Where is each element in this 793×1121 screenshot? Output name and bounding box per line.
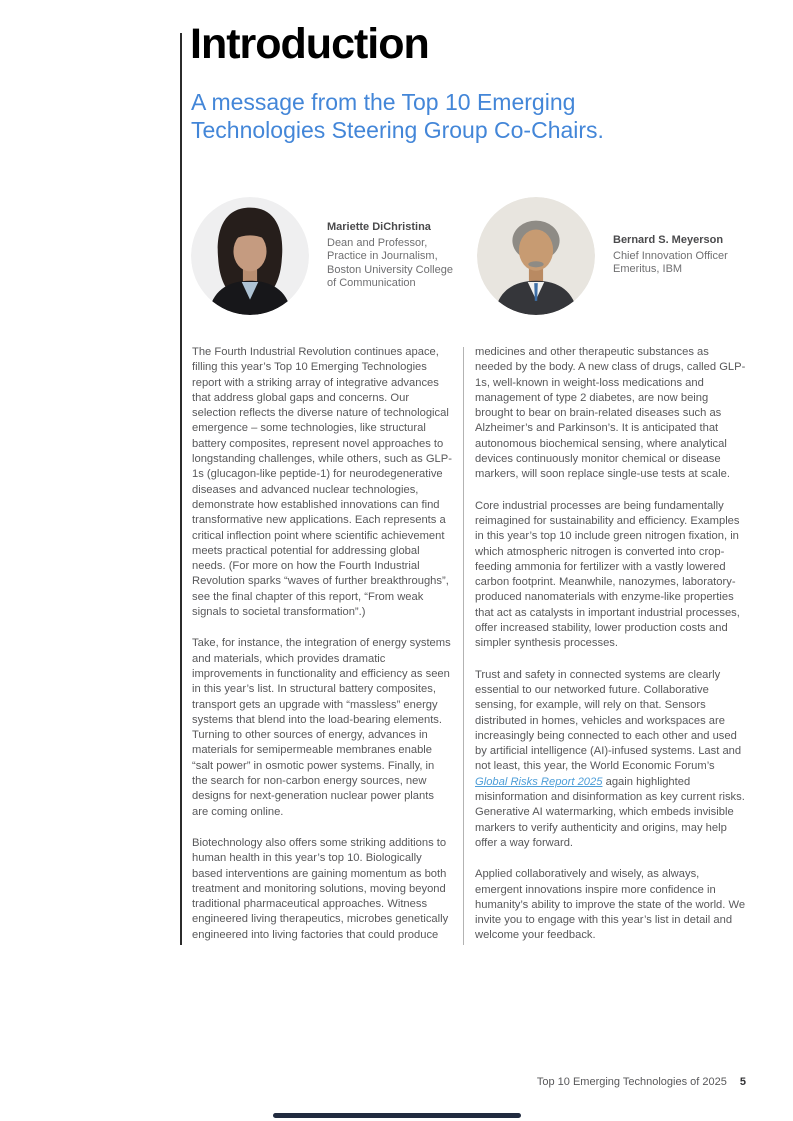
paragraph: Take, for instance, the integration of energy systems and materials, which provides dramatic improvements in functionality and efficiency as seen in this year’s list. In structural battery composites, transport gets an upgrade with “massless” energy systems that blend into the load-bearing elements. Turning to other sources of energy, advances in materials for semipermeable membranes enable “salt power” in osmotic power systems. Finally, in the search for non-carbon energy sources, new designs for next-generation nuclear power plants are coming online. — [192, 637, 451, 818]
left-vertical-rule — [180, 33, 182, 945]
author-role-line: Dean and Professor, — [327, 237, 428, 250]
page-number: 5 — [739, 1076, 746, 1088]
page-title: Introduction — [190, 20, 429, 68]
paragraph-text: Trust and safety in connected systems are clearly essential to our networked future. Collaborative sensing, for example, will rely on that. Sensors distributed in homes, vehicles and workspaces are increasingly being connected to each other and used by artificial intelligence (AI)-infused systems. Last and not least, this year, the World Economic Forum’s — [475, 668, 742, 773]
author-name: Mariette DiChristina — [327, 221, 431, 233]
column-divider-rule — [463, 347, 464, 945]
author-name: Bernard S. Meyerson — [613, 234, 724, 246]
paragraph: The Fourth Industrial Revolution continues apace, filling this year’s Top 10 Emerging Technologies report with a striking array of integrative advances that address global gaps and concerns. Our selection reflects the diverse nature of technological emergence – some technologies, like structural battery composites, represent novel approaches to longstanding challenges, while others, such as GLP-1s (glucagon-like peptide-1) for neurodegenerative diseases and advanced nuclear technologies, demonstrate how established innovations can find transformative new applications. Each represents a critical inflection point where scientific achievement meets practical potential for addressing global needs. (For more on how the Fourth Industrial Revolution sparks “waves of further breakthroughs”, see the final chapter of this report, “From weak signals to societal transformation”.) — [192, 346, 452, 619]
author-role-line: Chief Innovation Officer — [613, 250, 728, 263]
author-photo-bernard — [477, 197, 595, 315]
page-footer — [537, 1076, 746, 1088]
body-column-left — [192, 345, 452, 959]
woman-headshot-icon — [191, 197, 309, 315]
author-bio-mariette — [327, 221, 457, 290]
author-role-line: of Communication — [327, 276, 416, 289]
page-subtitle: A message from the Top 10 Emerging Technologies Steering Group Co-Chairs. — [191, 89, 604, 143]
author-bio-bernard — [613, 234, 753, 277]
paragraph: Biotechnology also offers some striking additions to human health in this year’s top 10. Biologically based interventions are gaining momentum as both treatment and monitoring solutions, moving beyond traditional pharmaceutical approaches. Witness engineered living therapeutics, microbes genetically engineered into living factories that could produce — [192, 836, 449, 941]
home-indicator-bar — [273, 1113, 521, 1118]
paragraph — [475, 668, 747, 852]
author-role-line: Practice in Journalism, — [327, 250, 438, 263]
paragraph: Applied collaboratively and wisely, as always, emergent innovations inspire more confidence in humanity’s ability to improve the state of the world. We invite you to engage with this year’s list in detail and welcome your feedback. — [475, 868, 746, 942]
paragraph: medicines and other therapeutic substances as needed by the body. A new class of drugs, called GLP-1s, well-known in weight-loss medications and management of type 2 diabetes, are now being brought to bear on brain-related diseases such as Alzheimer’s and Parkinson’s. It is anticipated that autonomous biochemical sensing, where analytical devices continuously monitor chemical or disease markers, will soon replace single-use tests at scale. — [475, 346, 746, 481]
global-risks-report-link[interactable]: Global Risks Report 2025 — [475, 775, 603, 788]
paragraph: Core industrial processes are being fundamentally reimagined for sustainability and efficiency. Examples in this year’s top 10 include green nitrogen fixation, in which atmospheric nitrogen is converted into crop-feeding ammonia for fertilizer with a vastly lowered carbon footprint. Meanwhile, nanozymes, laboratory-produced nanomaterials with enzyme-like properties that act as catalysts in important industrial processes, offer increased stability, lower production costs and simpler synthesis processes. — [475, 499, 740, 650]
footer-report-title: Top 10 Emerging Technologies of 2025 — [536, 1076, 727, 1088]
author-photo-mariette — [191, 197, 309, 315]
body-column-right — [475, 345, 747, 960]
man-headshot-icon — [477, 197, 595, 315]
author-role-line: Boston University College — [327, 263, 453, 276]
author-role-line: Emeritus, IBM — [613, 263, 683, 276]
paragraph-text: again highlighted misinformation and disinformation as key current risks. Generative AI watermarking, which embeds invisible markers to verify authenticity and origins, may help offer a way forward. — [475, 775, 745, 849]
